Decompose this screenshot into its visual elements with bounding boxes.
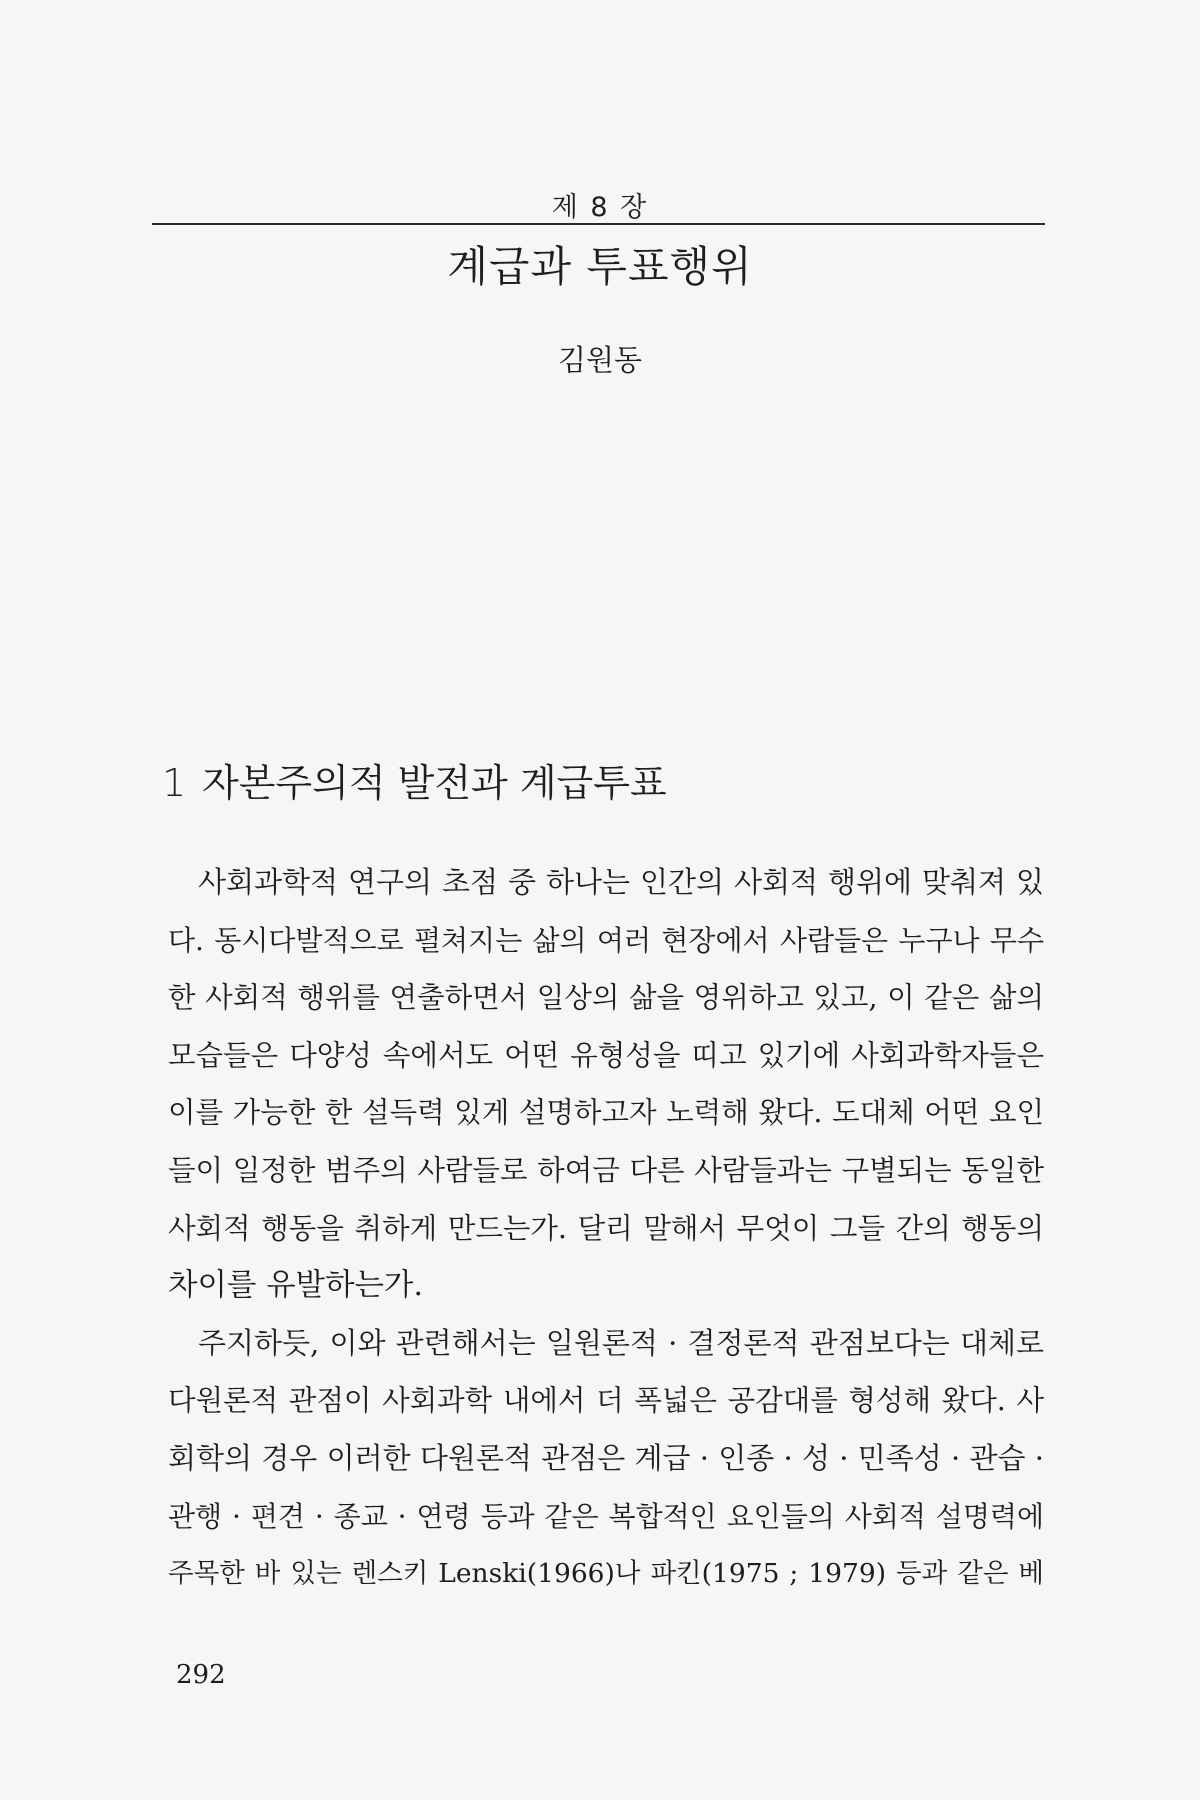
text-line: 모습들은 다양성 속에서도 어떤 유형성을 띠고 있기에 사회과학자들은 bbox=[168, 1038, 1044, 1072]
chapter-label: 제 8 장 bbox=[551, 192, 649, 223]
chapter-divider bbox=[152, 223, 1045, 225]
paragraph-2 bbox=[168, 1315, 1044, 1603]
page-number: 292 bbox=[176, 1660, 226, 1690]
section-heading bbox=[162, 752, 667, 807]
text-line: 다. 동시다발적으로 펼쳐지는 삶의 여러 현장에서 사람들은 누구나 무수 bbox=[168, 923, 1044, 957]
text-line: 주지하듯, 이와 관련해서는 일원론적 · 결정론적 관점보다는 대체로 bbox=[198, 1325, 1044, 1360]
text-line: 들이 일정한 범주의 사람들로 하여금 다른 사람들과는 구별되는 동일한 bbox=[168, 1153, 1044, 1187]
body-text bbox=[168, 854, 1044, 1603]
paragraph-1 bbox=[168, 854, 1044, 1315]
author-name: 김원동 bbox=[557, 343, 643, 377]
text-line: 사회적 행동을 취하게 만드는가. 달리 말해서 무엇이 그들 간의 행동의 bbox=[168, 1211, 1044, 1245]
section-title: 자본주의적 발전과 계급투표 bbox=[202, 761, 667, 805]
text-line: 한 사회적 행위를 연출하면서 일상의 삶을 영위하고 있고, 이 같은 삶의 bbox=[168, 981, 1044, 1015]
text-line: 관행 · 편견 · 종교 · 연령 등과 같은 복합적인 요인들의 사회적 설명력에 bbox=[168, 1499, 1044, 1533]
text-line: 이를 가능한 한 설득력 있게 설명하고자 노력해 왔다. 도대체 어떤 요인 bbox=[168, 1096, 1044, 1130]
text-line: 회학의 경우 이러한 다원론적 관점은 계급 · 인종 · 성 · 민족성 · 관습 · bbox=[168, 1440, 1044, 1475]
text-line: 차이를 유발하는가. bbox=[168, 1268, 424, 1304]
text-line: 다원론적 관점이 사회과학 내에서 더 폭넓은 공감대를 형성해 왔다. 사 bbox=[168, 1384, 1044, 1418]
text-line: 주목한 바 있는 렌스키 Lenski(1966)나 파킨(1975 ; 1979) 등과 같은 베 bbox=[168, 1558, 1044, 1590]
section-number: 1 bbox=[162, 761, 187, 805]
text-line: 사회과학적 연구의 초점 중 하나는 인간의 사회적 행위에 맞춰져 있 bbox=[198, 865, 1044, 899]
chapter-title: 계급과 투표행위 bbox=[447, 242, 753, 291]
